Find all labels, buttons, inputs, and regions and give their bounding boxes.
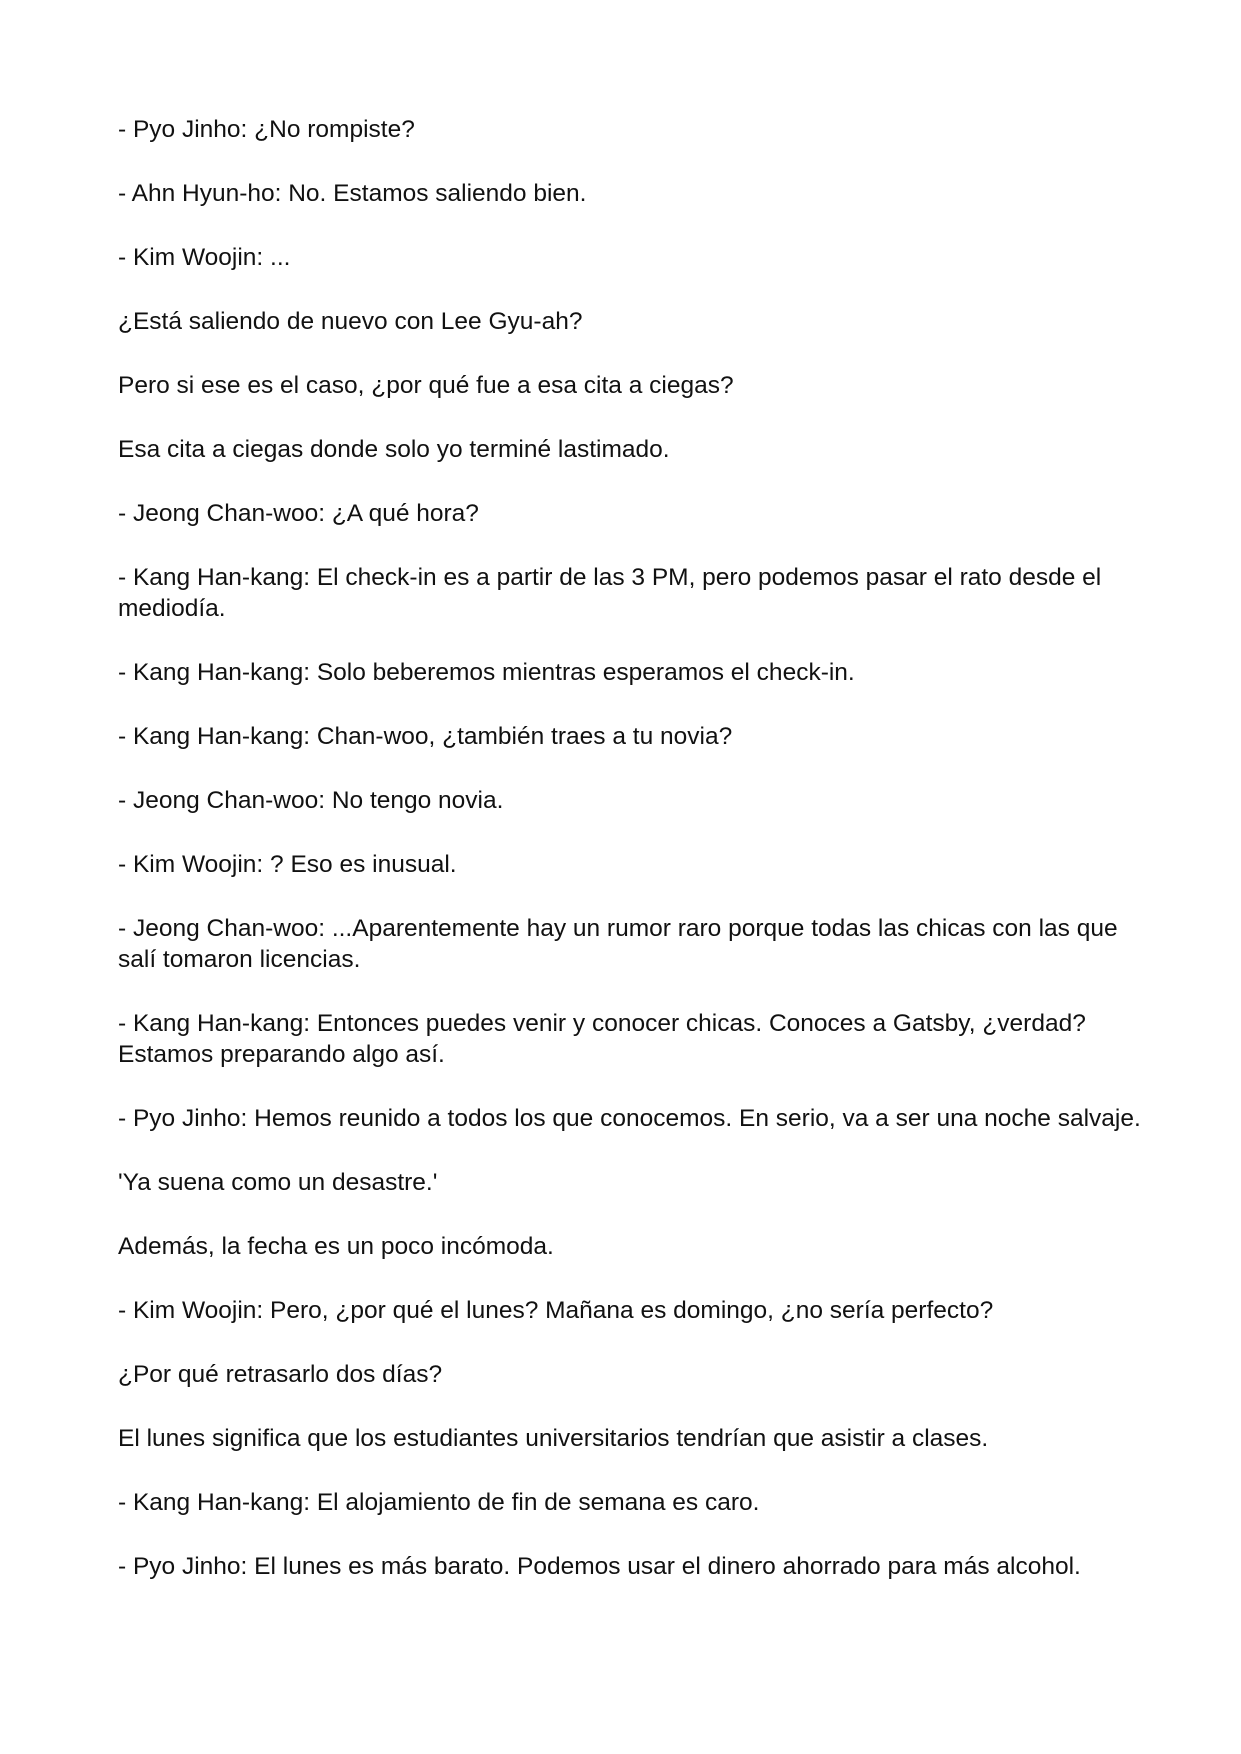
paragraph-14: - Kang Han-kang: Entonces puedes venir y conocer chicas. Conoces a Gatsby, ¿verdad? Estamos preparando algo así. — [118, 1010, 1086, 1068]
paragraph-9: - Kang Han-kang: Solo beberemos mientras esperamos el check-in. — [118, 659, 855, 686]
paragraph-21: - Kang Han-kang: El alojamiento de fin de semana es caro. — [118, 1489, 760, 1516]
paragraph-8: - Kang Han-kang: El check-in es a partir de las 3 PM, pero podemos pasar el rato desde el mediodía. — [118, 564, 1102, 622]
paragraph-7: - Jeong Chan-woo: ¿A qué hora? — [118, 500, 479, 527]
paragraph-18: - Kim Woojin: Pero, ¿por qué el lunes? Mañana es domingo, ¿no sería perfecto? — [118, 1297, 994, 1324]
paragraph-19: ¿Por qué retrasarlo dos días? — [118, 1361, 443, 1388]
paragraph-5: Pero si ese es el caso, ¿por qué fue a esa cita a ciegas? — [118, 372, 734, 399]
paragraph-22: - Pyo Jinho: El lunes es más barato. Podemos usar el dinero ahorrado para más alcohol. — [118, 1553, 1081, 1580]
paragraph-3: - Kim Woojin: ... — [118, 244, 291, 271]
paragraph-16: 'Ya suena como un desastre.' — [118, 1169, 438, 1196]
paragraph-4: ¿Está saliendo de nuevo con Lee Gyu-ah? — [118, 308, 583, 335]
paragraph-17: Además, la fecha es un poco incómoda. — [118, 1233, 554, 1260]
paragraph-1: - Pyo Jinho: ¿No rompiste? — [118, 116, 415, 143]
paragraph-20: El lunes significa que los estudiantes universitarios tendrían que asistir a clases. — [118, 1425, 989, 1452]
paragraph-6: Esa cita a ciegas donde solo yo terminé lastimado. — [118, 436, 670, 463]
paragraph-12: - Kim Woojin: ? Eso es inusual. — [118, 851, 457, 878]
paragraph-13: - Jeong Chan-woo: ...Aparentemente hay un rumor raro porque todas las chicas con las que salí tomaron licencias. — [118, 915, 1118, 973]
paragraph-10: - Kang Han-kang: Chan-woo, ¿también traes a tu novia? — [118, 723, 733, 750]
paragraph-2: - Ahn Hyun-ho: No. Estamos saliendo bien. — [118, 180, 587, 207]
paragraph-15: - Pyo Jinho: Hemos reunido a todos los que conocemos. En serio, va a ser una noche salvaje. — [118, 1105, 1141, 1132]
paragraph-11: - Jeong Chan-woo: No tengo novia. — [118, 787, 504, 814]
